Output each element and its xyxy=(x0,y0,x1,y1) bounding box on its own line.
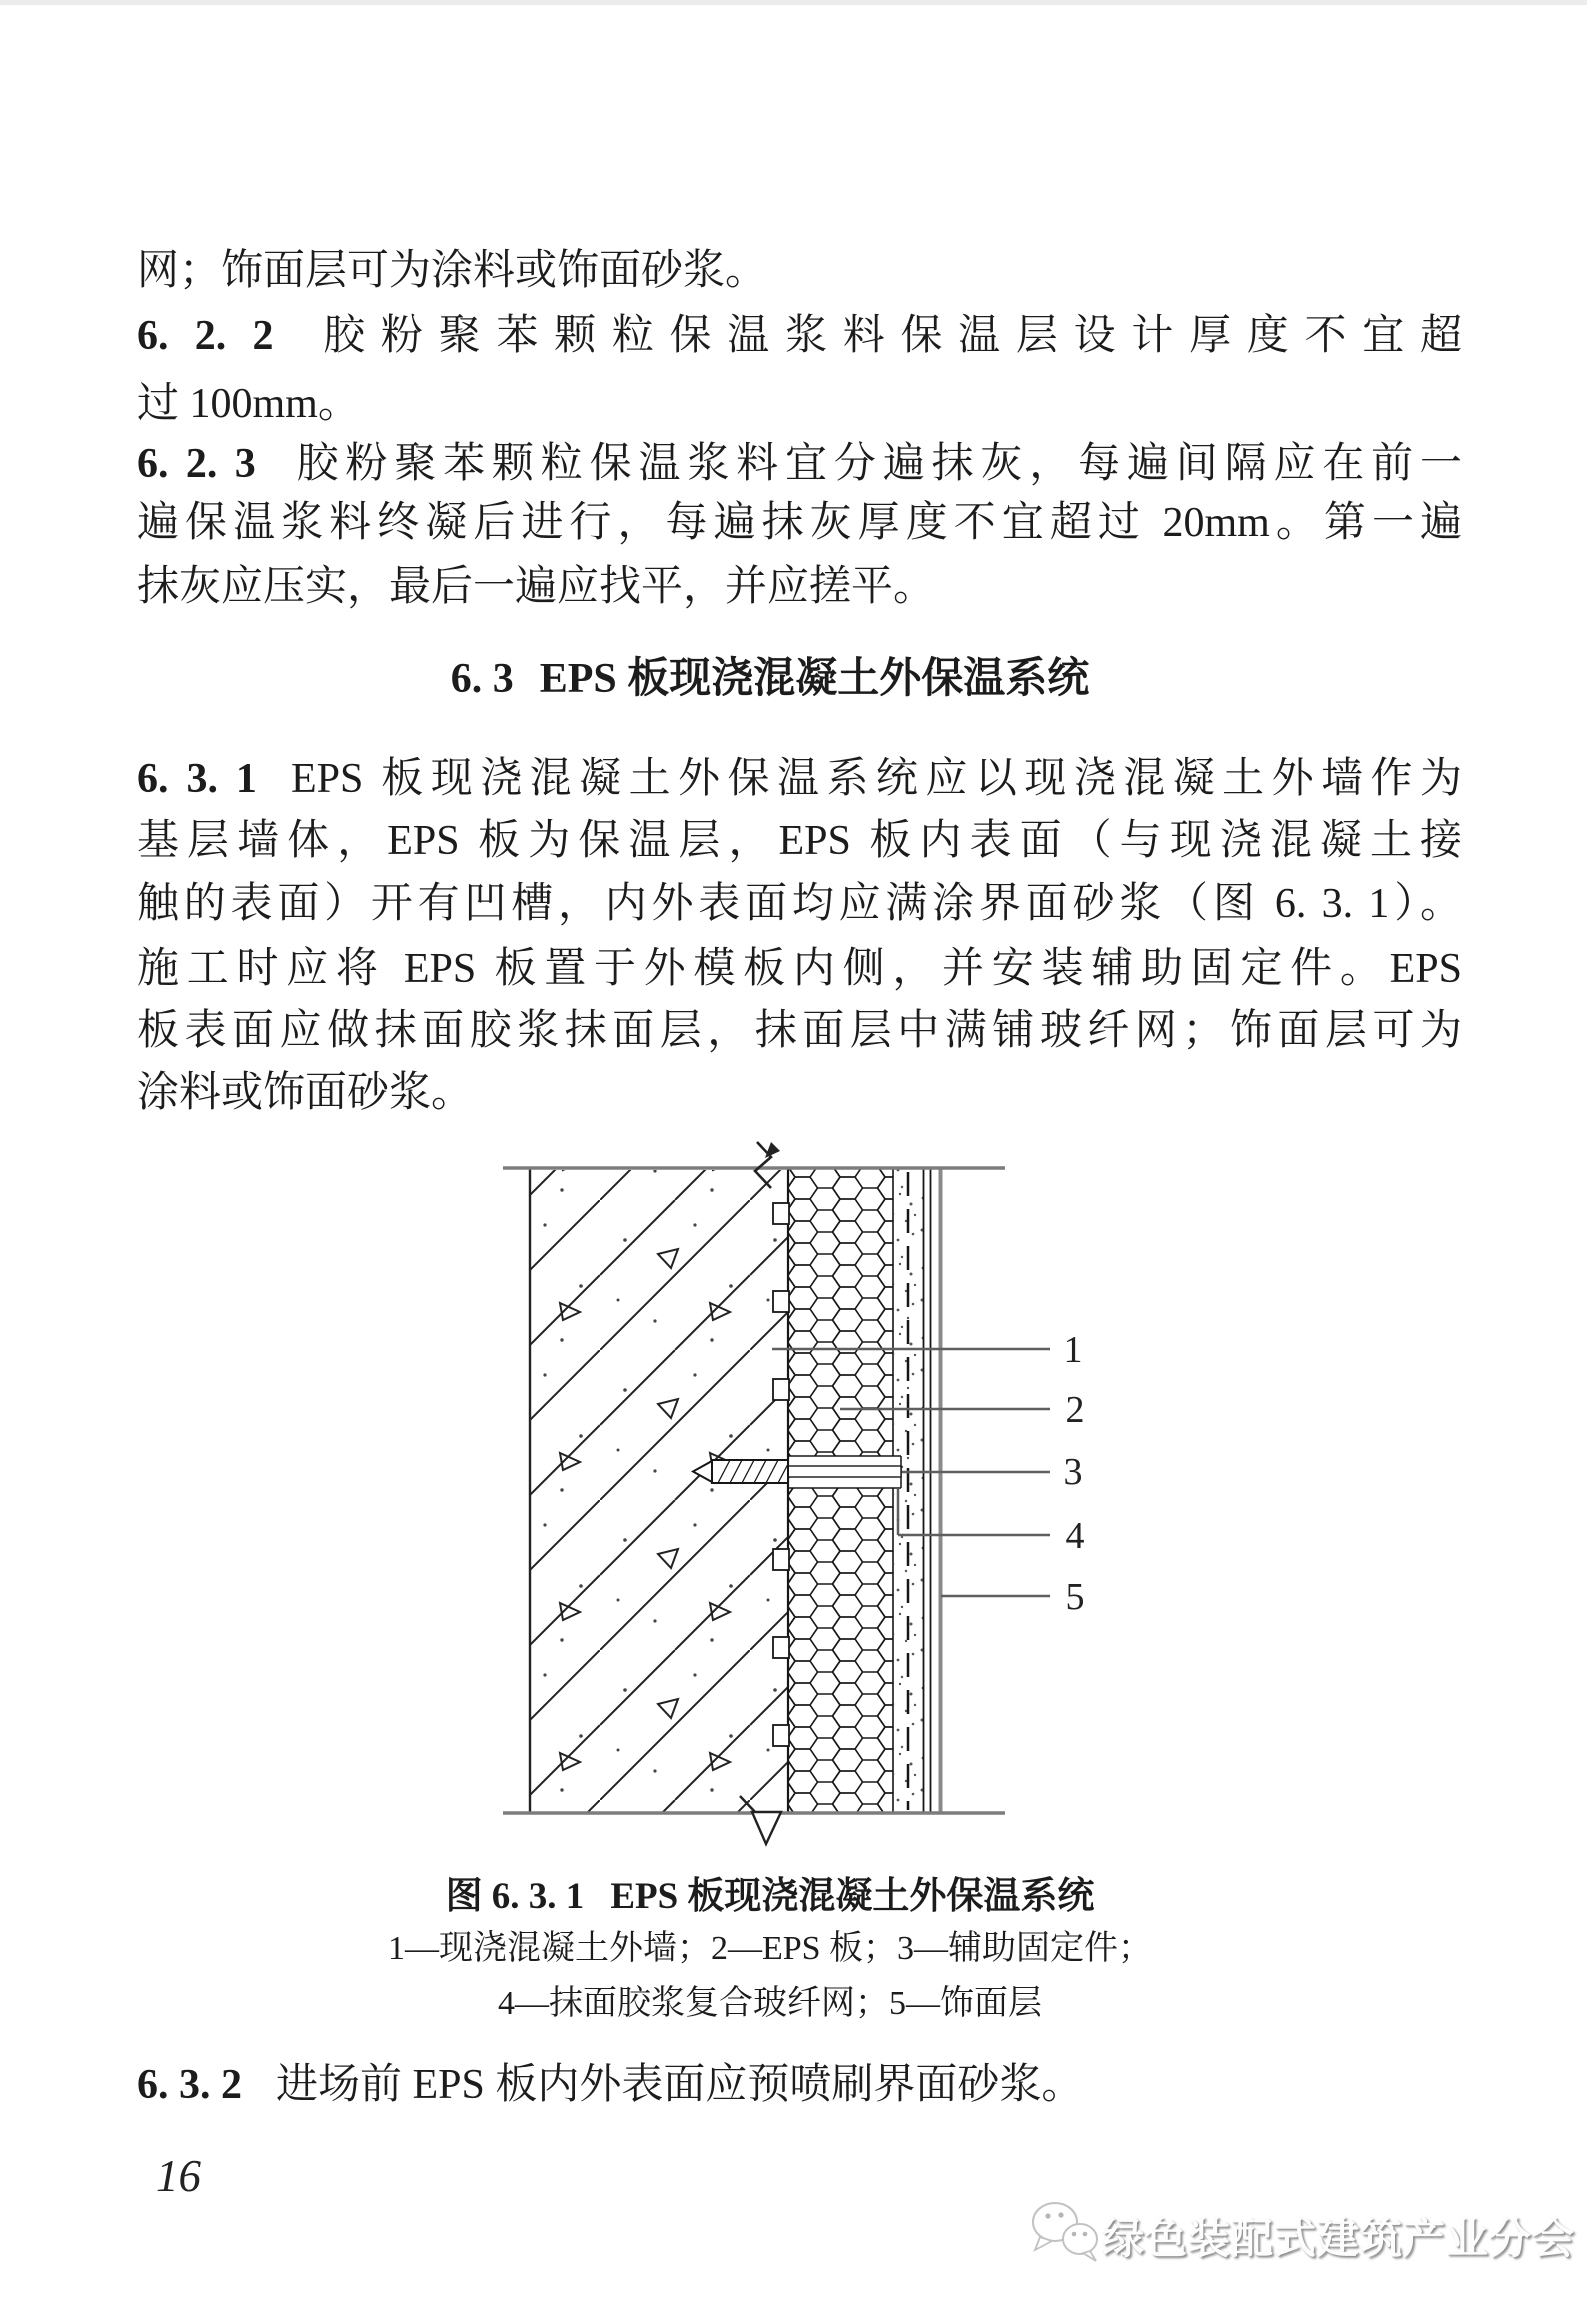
clause-6-3-1-line-6 xyxy=(137,1068,1462,1118)
body-text: 进场前 EPS 板内外表面应预喷刷界面砂浆。 xyxy=(276,2062,1084,2108)
clause-6-3-1-line-1 xyxy=(137,754,1462,804)
figure-title: EPS 板现浇混凝土外保温系统 xyxy=(610,1876,1095,1917)
figure-label-5: 5 xyxy=(1065,1576,1085,1618)
body-text: 板表面应做抹面胶浆抹面层，抹面层中满铺玻纤网；饰面层可为 xyxy=(137,1008,1462,1054)
body-text: 基层墙体，EPS 板为保温层，EPS 板内表面（与现浇混凝土接 xyxy=(137,818,1462,864)
figure-label-2: 2 xyxy=(1065,1389,1085,1431)
eps-board-region xyxy=(773,1168,893,1813)
body-text: EPS 板现浇混凝土外保温系统应以现浇混凝土外墙作为 xyxy=(290,756,1463,802)
clause-6-3-1-line-4 xyxy=(137,944,1462,994)
render-coat-lines xyxy=(924,1168,931,1813)
clause-6-3-2-line-1 xyxy=(137,2060,1462,2110)
clause-6-2-2-line-2 xyxy=(137,379,1462,429)
clause-6-2-3-line-2 xyxy=(137,498,1462,548)
body-text: 过 100mm。 xyxy=(137,381,360,427)
clause-6-2-3-line-3 xyxy=(137,562,1462,612)
clause-6-3-1-line-2 xyxy=(137,816,1462,866)
watermark-text: 绿色装配式建筑产业分会 xyxy=(1102,2217,1576,2263)
figure-label-4: 4 xyxy=(1065,1515,1085,1557)
section-title: EPS 板现浇混凝土外保温系统 xyxy=(539,656,1090,702)
watermark xyxy=(1020,2196,1580,2276)
body-text: 涂料或饰面砂浆。 xyxy=(137,1070,474,1116)
body-text: 网；饰面层可为涂料或饰面砂浆。 xyxy=(137,248,768,294)
figure-label-3: 3 xyxy=(1063,1451,1083,1493)
clause-6-3-1-line-5 xyxy=(137,1006,1462,1056)
body-text: 抹灰应压实，最后一遍应找平，并应搓平。 xyxy=(137,564,936,610)
figure-label-1: 1 xyxy=(1063,1329,1083,1371)
page-number: 16 xyxy=(156,2151,201,2201)
figure-number: 图 6. 3. 1 xyxy=(445,1876,585,1917)
figure-caption xyxy=(0,1872,1540,1922)
body-text: 施工时应将 EPS 板置于外模板内侧，并安装辅助固定件。EPS xyxy=(137,946,1462,992)
body-text: 遍保温浆料终凝后进行，每遍抹灰厚度不宜超过 20mm。第一遍 xyxy=(137,500,1462,546)
clause-6-3-1-line-3 xyxy=(137,879,1462,929)
wall-section-diagram xyxy=(0,1130,1587,1870)
clause-number: 6. 2. 3 xyxy=(137,441,256,487)
scan-edge-artifact xyxy=(0,0,1587,5)
clause-6-2-2-line-1 xyxy=(137,311,1462,361)
clause-number: 6. 2. 2 xyxy=(137,313,274,359)
figure-legend-line-2: 4—抹面胶浆复合玻纤网；5—饰面层 xyxy=(498,1985,1042,2022)
section-heading-6-3 xyxy=(0,654,1540,704)
section-number: 6. 3 xyxy=(450,656,514,702)
clause-number: 6. 3. 2 xyxy=(137,2062,242,2108)
clause-number: 6. 3. 1 xyxy=(137,756,257,802)
wechat-icon xyxy=(1028,2198,1106,2266)
body-line-continuation xyxy=(137,246,1462,296)
clause-6-2-3-line-1 xyxy=(137,439,1462,489)
figure-legend-line-1: 1—现浇混凝土外墙；2—EPS 板；3—辅助固定件； xyxy=(387,1930,1153,1967)
body-text: 胶粉聚苯颗粒保温浆料宜分遍抹灰，每遍间隔应在前一 xyxy=(289,441,1462,487)
body-text: 触的表面）开有凹槽，内外表面均应满涂界面砂浆（图 6. 3. 1）。 xyxy=(137,881,1462,927)
body-text: 胶粉聚苯颗粒保温浆料保温层设计厚度不宜超 xyxy=(307,313,1462,359)
concrete-wall-region xyxy=(530,1168,788,1813)
